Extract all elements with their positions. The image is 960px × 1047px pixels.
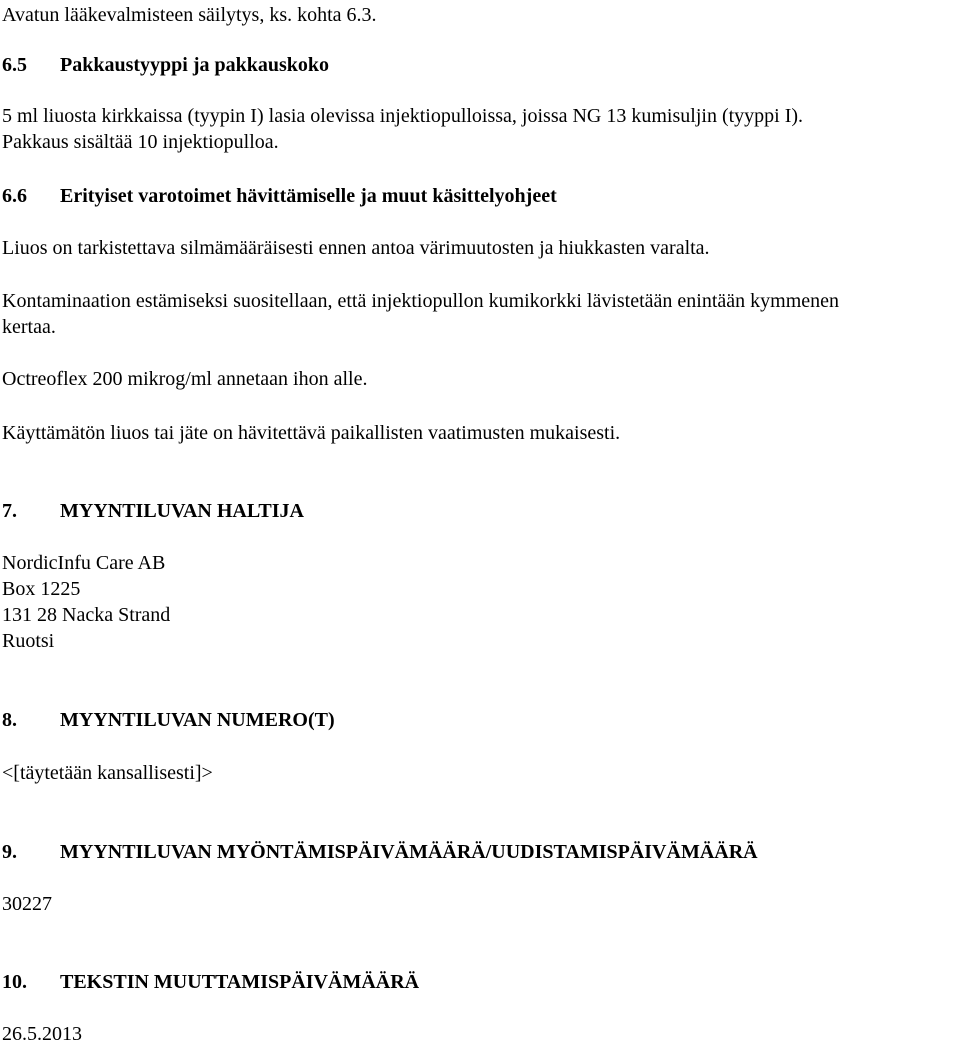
section-title: MYYNTILUVAN MYÖNTÄMISPÄIVÄMÄÄRÄ/UUDISTAMISPÄIVÄMÄÄRÄ — [60, 841, 758, 863]
storage-reference-text: Avatun lääkevalmisteen säilytys, ks. kohta 6.3. — [2, 4, 377, 26]
section-8-heading — [2, 707, 335, 733]
address-line: Box 1225 — [2, 578, 81, 600]
section-number: 7. — [2, 500, 17, 522]
address-line: 131 28 Nacka Strand — [2, 604, 171, 626]
section-6-6-paragraph-1: Liuos on tarkistettava silmämääräisesti ennen antoa värimuutosten ja hiukkasten varalta. — [2, 237, 710, 259]
address-line: NordicInfu Care AB — [2, 552, 166, 574]
section-6-6-paragraph-3: Octreoflex 200 mikrog/ml annetaan ihon alle. — [2, 368, 368, 390]
section-6-6-paragraph-2-line-1: Kontaminaation estämiseksi suositellaan, että injektiopullon kumikorkki lävistetään enintään kymmenen — [2, 290, 840, 312]
section-number: 6.5 — [2, 54, 27, 76]
section-title: Erityiset varotoimet hävittämiselle ja muut käsittelyohjeet — [60, 185, 557, 207]
section-number: 6.6 — [2, 185, 27, 207]
address-line: Ruotsi — [2, 630, 55, 652]
section-6-5-text-line-2: Pakkaus sisältää 10 injektiopulloa. — [2, 131, 279, 153]
section-6-5-text-line-1: 5 ml liuosta kirkkaissa (tyypin I) lasia olevissa injektiopulloissa, joissa NG 13 kumisuljin (tyyppi I). — [2, 105, 804, 127]
section-number: 8. — [2, 709, 17, 731]
section-title: MYYNTILUVAN NUMERO(T) — [60, 709, 335, 731]
section-6-5-heading — [2, 52, 329, 78]
authorisation-date: 30227 — [2, 893, 52, 915]
section-title: Pakkaustyyppi ja pakkauskoko — [60, 54, 330, 76]
revision-date: 26.5.2013 — [2, 1023, 82, 1045]
section-6-6-heading — [2, 183, 557, 209]
section-number: 9. — [2, 841, 17, 863]
section-number: 10. — [2, 971, 27, 993]
section-10-heading — [2, 969, 419, 995]
section-6-6-paragraph-4: Käyttämätön liuos tai jäte on hävitettävä paikallisten vaatimusten mukaisesti. — [2, 422, 621, 444]
section-6-6-paragraph-2-line-2: kertaa. — [2, 316, 56, 338]
section-9-heading — [2, 839, 758, 865]
section-7-heading — [2, 498, 304, 524]
marketing-authorisation-number: <[täytetään kansallisesti]> — [2, 762, 213, 784]
section-title: MYYNTILUVAN HALTIJA — [60, 500, 304, 522]
section-title: TEKSTIN MUUTTAMISPÄIVÄMÄÄRÄ — [60, 971, 420, 993]
